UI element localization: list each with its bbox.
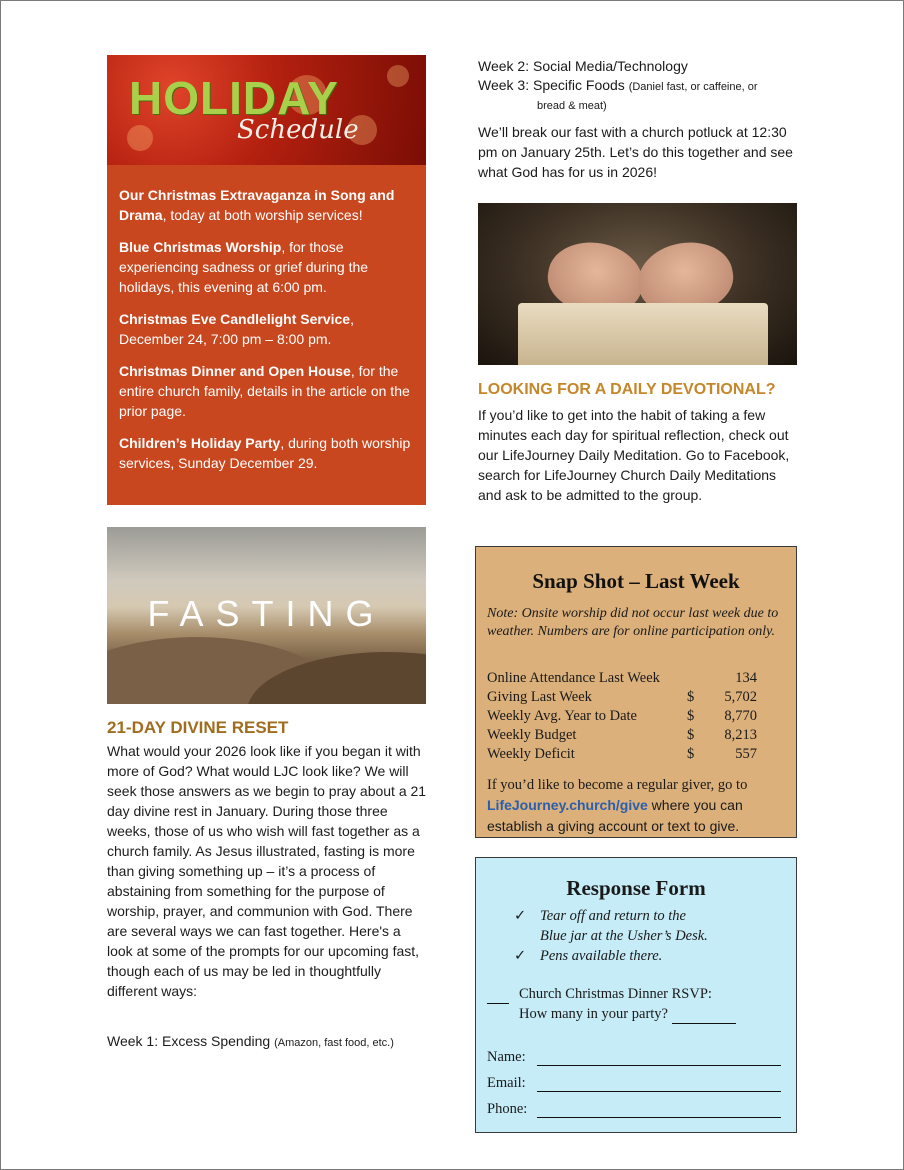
bokeh-light [127,125,153,151]
divine-reset-body: What would your 2026 look like if you began it with more of God? What would LJC look like? We will seek those answers as we begin to pray about a 21 day divine rest in January. During those three weeks, those of us who wish will fast together as a church family. As Jesus illustrated, fasting is more than giving something up – it’s a process of abstaining from something for the purpose of worship, prayer, and communion with God. There are several ways we can fast together. Here's a look at some of the prompts for our upcoming fast, though each of us may be led in thoughtfully different ways: [107,743,427,999]
name-blank[interactable] [537,1049,781,1066]
stat-row [487,726,757,745]
snapshot-note: Note: Onsite worship did not occur last week due to weather. Numbers are for online participation only. [487,606,779,639]
party-size-blank[interactable] [672,1023,736,1024]
week1-note: (Amazon, fast food, etc.) [274,1037,394,1049]
snapshot-title: Snap Shot – Last Week [532,569,740,593]
stat-row [487,669,757,688]
week1-line [107,1031,394,1053]
checkmark-icon: ✓ [514,948,527,964]
schedule-item-detail: , for the entire church family, details in the article on the prior page. [119,363,410,419]
stat-label: Online Attendance Last Week [487,670,660,686]
potluck-text: We’ll break our fast with a church potluck at 12:30 pm on January 25th. Let’s do this together and see what God has for us in 2026! [478,124,793,180]
giving-link[interactable]: LifeJourney.church/give [487,797,648,813]
schedule-item-title: Christmas Eve Candlelight Service [119,311,351,327]
response-form-title: Response Form [566,876,706,900]
stat-value: 557 [735,746,757,762]
schedule-item [119,185,414,225]
stat-currency: $ [687,708,695,724]
devotional-body: If you’d like to get into the habit of taking a few minutes each day for spiritual reflection, check out our LifeJourney Daily Meditation. Go to Facebook, search for LifeJourney Church Daily Meditations and ask to be admitted to the group. [478,407,790,503]
week1-text: Week 1: Excess Spending [107,1033,275,1049]
rsvp-section [487,984,736,1024]
phone-blank[interactable] [537,1101,781,1118]
rsvp-label: Church Christmas Dinner RSVP: [519,986,712,1002]
email-field [487,1066,781,1092]
snapshot-box [475,546,797,838]
fasting-image-text: FASTING [147,593,386,634]
email-label: Email: [487,1075,526,1091]
schedule-item-detail: , today at both worship services! [162,207,363,223]
name-field [487,1040,781,1066]
holiday-title: HOLIDAY [129,72,339,124]
instruction-text: Tear off and return to the [540,908,686,924]
week2-line: Week 2: Social Media/Technology [478,58,688,74]
week3-text: Week 3: Specific Foods [478,77,629,93]
stat-value: 5,702 [724,689,757,705]
schedule-item-title: Blue Christmas Worship [119,239,282,255]
instruction-item [514,946,708,966]
schedule-item-title: Our Christmas Extravaganza in Song and Drama [119,187,395,223]
email-blank[interactable] [537,1075,781,1092]
stat-row [487,745,757,764]
stat-currency: $ [687,746,695,762]
stat-row [487,688,757,707]
rsvp-checkbox-blank[interactable] [487,1003,509,1004]
contact-fields [487,1040,781,1118]
giving-intro: If you’d like to become a regular giver, go to [487,777,748,793]
party-size-line [487,1004,736,1024]
schedule-item [119,433,414,473]
schedule-item [119,309,414,349]
instruction-text: Pens available there. [540,948,663,964]
stat-currency: $ [687,727,695,743]
stat-label: Giving Last Week [487,689,592,705]
hands-bible-image [478,203,797,365]
week3-note: (Daniel fast, or caffeine, or [628,81,758,93]
stat-row [487,707,757,726]
schedule-item-detail: , for those experiencing sadness or grief during the holidays, this evening at 6:00 pm. [119,239,369,295]
phone-label: Phone: [487,1101,528,1117]
schedule-item [119,237,414,297]
checkmark-icon: ✓ [514,908,527,924]
open-book-shape [518,303,768,365]
stat-label: Weekly Budget [487,727,577,743]
giving-info [487,775,787,837]
schedule-item-title: Children’s Holiday Party [119,435,281,451]
schedule-item [119,361,414,421]
schedule-item-detail: , December 24, 7:00 pm – 8:00 pm. [119,311,354,347]
response-form [475,857,797,1133]
instruction-text: Blue jar at the Usher’s Desk. [540,928,708,944]
fasting-desert-image [107,527,426,704]
divine-reset-heading: 21-DAY DIVINE RESET [107,718,289,737]
name-label: Name: [487,1049,526,1065]
snapshot-stats [487,669,757,764]
week3-note-cont: bread & meat) [537,100,607,112]
rsvp-line [487,984,736,1004]
party-size-label: How many in your party? [519,1006,668,1022]
bokeh-light [387,65,409,87]
devotional-heading: LOOKING FOR A DAILY DEVOTIONAL? [478,381,776,398]
stat-value: 134 [735,670,757,686]
stat-label: Weekly Deficit [487,746,575,762]
spacer [514,926,540,946]
giving-rest: where you can establish a giving account or text to give. [487,797,743,834]
holiday-schedule-list [107,165,426,505]
stat-value: 8,213 [724,727,757,743]
week3-line [478,76,798,97]
response-instructions [514,906,708,966]
fasting-weeks-continued [478,57,798,116]
holiday-subtitle: Schedule [237,115,359,145]
schedule-item-title: Christmas Dinner and Open House [119,363,351,379]
stat-label: Weekly Avg. Year to Date [487,708,637,724]
phone-field [487,1092,781,1118]
instruction-item [514,906,708,926]
schedule-item-detail: , during both worship services, Sunday December 29. [119,435,411,471]
holiday-schedule-banner [107,55,426,165]
instruction-item [514,926,708,946]
stat-value: 8,770 [724,708,757,724]
stat-currency: $ [687,689,695,705]
